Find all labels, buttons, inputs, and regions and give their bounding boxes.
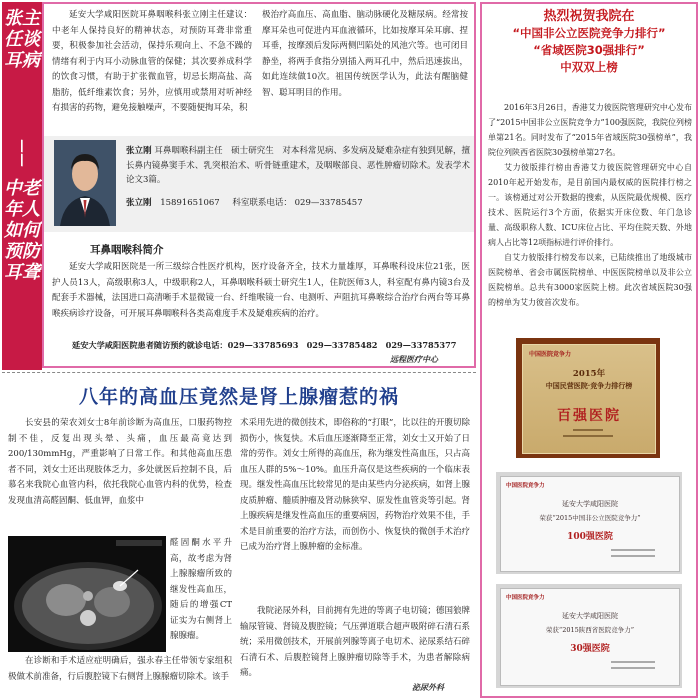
award-headline-1: 热烈祝贺我院在 bbox=[543, 9, 635, 24]
hypertension-article bbox=[2, 372, 476, 698]
plaque-1-year: 2015年 bbox=[572, 369, 606, 379]
hypertension-headline: 八年的高血压竟然是肾上腺瘤惹的祸 bbox=[78, 386, 399, 408]
article-col2-paragraph: 术采用先进的微创技术，即俗称的“打眼”，比以往的开腹切除损伤小，恢复快。术后血压逐渐降至正常，刘女士又开始了日常的劳作。刘女士所得的高血压，称为继发性高血压，只占高血压人群的5%～10%。血压升高仅是这些疾病的一个临床表现。继发性高血压比较常见的是由某些内分泌疾病，如肾上腺皮质肿瘤、髓质肿瘤及肾动脉狭窄、原发性血管炎等引起。肾上腺疾病是继发性高血压的重要病因，药物治疗效果不佳，手术是目前重要的治疗方法，而创伤小、恢复快的微创手术治疗已成为治疗肾上腺肿瘤的金标准。 bbox=[240, 418, 470, 552]
vertical-title-dash: —— bbox=[14, 139, 30, 167]
article-col2-b bbox=[240, 604, 470, 680]
plaque-3-rank: 30强医院 bbox=[570, 644, 610, 654]
award-paragraph-1: 2016年3月26日，香港艾力彼医院管理研究中心发布了“2015中国非公立医院竞争力”100强医院，我院位列榜单第21名。同时发布了“2015年省域医院30强榜单”，我院位列陕西省医院30强榜单第27名。 bbox=[488, 103, 692, 157]
plaque-1-logo: 中国医院竞争力 bbox=[529, 351, 572, 358]
article-source: 泌尿外科 bbox=[412, 682, 444, 692]
dept-source: 远程医疗中心 bbox=[390, 354, 438, 364]
intro-col-1 bbox=[52, 8, 252, 136]
plaque-top100-private bbox=[516, 338, 660, 458]
vertical-title-strip bbox=[2, 2, 42, 370]
award-headline-2: “中国非公立医院竞争力排行” bbox=[512, 26, 666, 40]
article-col2 bbox=[240, 416, 470, 602]
dept-phone-label: 科室联系电话： bbox=[232, 198, 292, 208]
doctor-photo bbox=[54, 140, 116, 226]
plaque-3-logo: 中国医院竞争力 bbox=[506, 595, 545, 601]
article-col1-top bbox=[8, 416, 232, 534]
award-headline bbox=[482, 8, 696, 76]
article-col2-paragraph-b: 我院泌尿外科，目前拥有先进的等离子电切镜；德国狼牌输尿管镜、肾镜及腹腔镜；气压弹道联合超声吸附碎石清石系统；采用微创技术，开展前列腺等离子电切术、泌尿系结石碎石清石术、后腹腔镜肾上腺肿瘤切除等手术，为患者解除病痛。 bbox=[240, 606, 470, 678]
article-col1-paragraph-a: 长安县的荣农刘女士8年前诊断为高血压，口服药物控制不佳，反复出现头晕、头痛，血压最高竟达到200/130mmHg，严重影响了日常工作。和其他高血压患者不同，刘女士还出现肢体乏力，多处就医后控制不良，后慕名来我院心血管内科，依托我院心血管内科的优势，检查发现血清高醛固酮、低血钾，血浆中 bbox=[8, 418, 232, 506]
award-headline-3: “省域医院30强排行” bbox=[533, 43, 645, 57]
intro-paragraph-1: 延安大学咸阳医院耳鼻咽喉科张立刚主任建议：中老年人保持良好的精神状态，对预防耳聋非常重要，积极参加社会活动，保持乐观向上、不急不躁的情绪有利于内耳小动脉血管的保健；其次要养成科学的饮食习惯，有助于扩张微血管，切忌长期高盐、高脂肪，低纤维素饮食；另外，应慎用或禁用对听神经有损害的药物，避免接触噪声，不要随便掏耳朵，积 bbox=[52, 10, 252, 113]
plaque-top30-province bbox=[496, 584, 682, 688]
doctor-info bbox=[126, 144, 470, 188]
plaque-3-name: 延安大学咸阳医院 bbox=[562, 612, 618, 620]
plaque-2-honor: 荣获“2015中国非公立医院竞争力” bbox=[539, 514, 641, 522]
intro-paragraph-2: 极治疗高血压、高血脂、脑动脉硬化及糖尿病。经常按摩耳朵也可促进内耳血液循环，比如按摩耳朵耳廓、捏耳垂，按摩颈后发际两侧凹陷处的风池穴等。也可闭目静坐，将两手食指分别插入两耳孔中，然后迅速拔出，如此连续做10次。祖国传统医学认为，此法有醒脑健智、聪耳明目的作用。 bbox=[262, 10, 468, 98]
award-text bbox=[488, 100, 692, 310]
ear-article-box bbox=[42, 2, 476, 368]
dept-phone: 029—33785457 bbox=[294, 198, 363, 208]
article-col1-paragraph-c: 在诊断和手术适应症明确后，强永春主任带领专家组积极做术前准备，行后腹腔镜下右侧肾上腺腺瘤切除术。该手 bbox=[8, 656, 232, 682]
ct-scan-image bbox=[8, 536, 166, 652]
dept-intro-heading: 耳鼻咽喉科简介 bbox=[90, 244, 164, 256]
plaque-3-honor: 荣获“2015陕西省医院竞争力” bbox=[545, 626, 635, 634]
award-column bbox=[480, 2, 698, 698]
doctor-phone-label: 张立刚 bbox=[126, 198, 152, 208]
plaque-top100-nonpublic bbox=[496, 472, 682, 574]
vertical-title-part1: 张主任谈耳病 bbox=[4, 8, 40, 71]
article-col1-paragraph-b: 醛固酮水平升高，故考虑为肾上腺腺瘤所致的继发性高血压，随后的增强CT证实为右侧肾上腺腺瘤。 bbox=[170, 538, 232, 641]
award-paragraph-3: 自艾力彼版排行榜发布以来，已陆续推出了地级城市医院榜单、省会市属医院榜单、中医医院榜单以及非公立医院榜单。总共有3000家医院上榜。此次省域医院30强的榜单为艾力彼首次发布。 bbox=[488, 253, 692, 307]
article-col1-mid bbox=[170, 536, 232, 652]
doctor-title-line: 耳鼻咽喉科副主任 硕士研究生 对本科常见病、多发病及疑难杂症有独到见解，擅长鼻内镜鼻窦手术、乳突根治术、听骨链重建术，及咽喉部良、恶性肿瘤切除术。发表学术论文3篇。 bbox=[126, 146, 470, 185]
appointment-phones: 延安大学咸阳医院患者随访预约就诊电话：029—33785693 029—33785482 029—33785377 bbox=[72, 340, 457, 350]
dept-intro-paragraph: 延安大学咸阳医院是一所三级综合性医疗机构，医疗设备齐全，技术力量雄厚，耳鼻喉科设床位21张，医护人员13人，高级职称3人，中级职称2人，耳鼻咽喉科硕士研究生1人，住院医师3人，科室配有鼻内镜3台及配套手术器械，法国进口高清晰手术显微镜一台、纤维喉镜一台、电测听、声阻抗耳鼻喉综合治疗台两台等耳鼻喉疾病诊疗设备，可开展耳鼻咽喉科各类高难度手术及疑难疾病的治疗。 bbox=[52, 262, 470, 319]
plaque-1-line: 中国民营医院·竞争力排行榜 bbox=[545, 381, 633, 390]
plaque-1-rank: 百强医院 bbox=[557, 408, 621, 424]
plaque-2-name: 延安大学咸阳医院 bbox=[562, 500, 618, 508]
dept-intro-text bbox=[52, 260, 470, 338]
plaque-2-logo: 中国医院竞争力 bbox=[506, 483, 545, 489]
doctor-phone: 15891651067 bbox=[160, 198, 220, 208]
intro-col-2 bbox=[262, 8, 468, 136]
award-headline-4: 中双双上榜 bbox=[560, 60, 618, 74]
vertical-title-part2: 中老年人如何预防耳聋 bbox=[4, 178, 40, 283]
award-paragraph-2: 艾力彼版排行榜由香港艾力彼医院管理研究中心自2010年起开始发布，是目前国内最权威的医院排行榜之一。该榜通过对公开数据的搜索，从医院最优规模、医疗技术、医院运行3个方面，依据实开床位数、年门急诊量、高级职称人数、ICU床位占比、平均住院天数、外地病人占比等12项指标进行评价排行。 bbox=[488, 163, 692, 247]
plaque-2-rank: 100强医院 bbox=[567, 532, 613, 542]
doctor-contact bbox=[126, 196, 470, 212]
doctor-name: 张立刚 bbox=[126, 146, 152, 156]
article-col1-bottom bbox=[8, 654, 232, 694]
